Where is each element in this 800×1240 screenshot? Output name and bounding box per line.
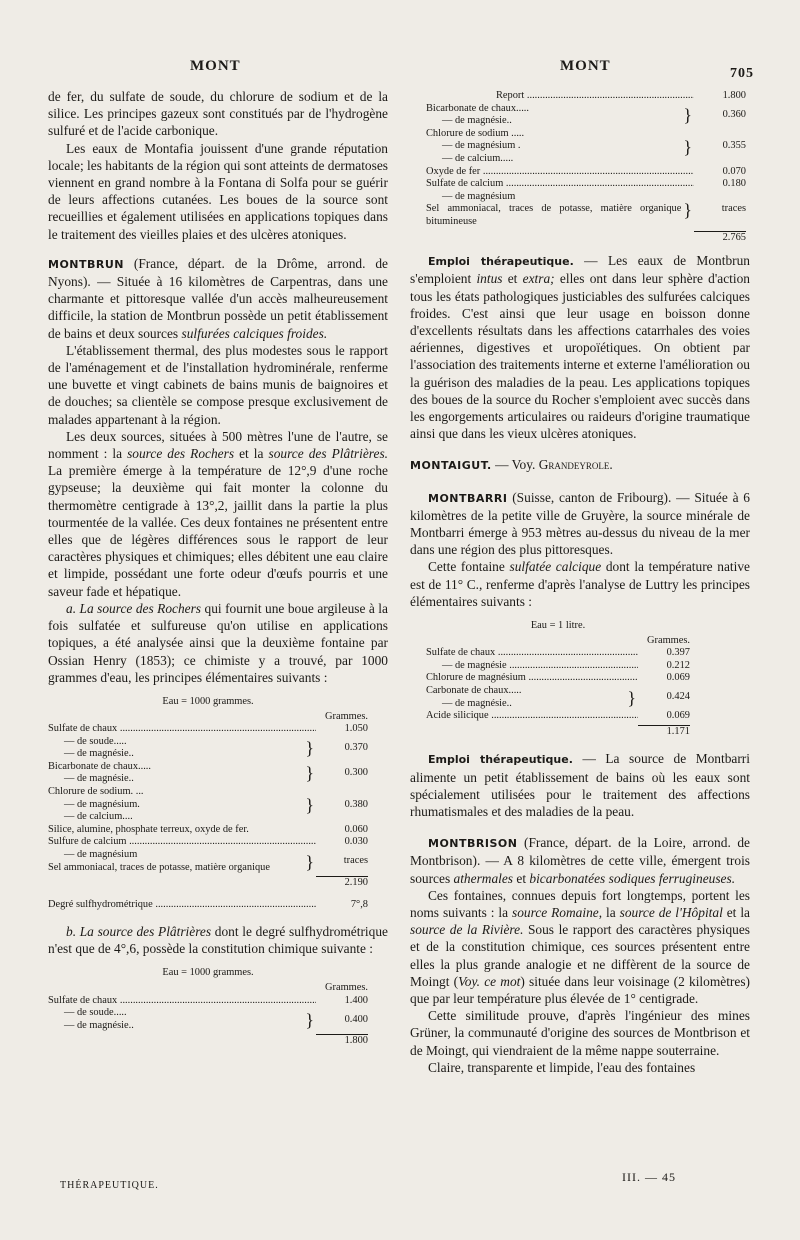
table-total: 2.190 [316,876,368,890]
paragraph: Les eaux de Montafia jouissent d'une grande réputation locale; les habitants de la région qui sont atteints de dermatoses viennent en grand nombre à la Fontana di Solfa pour se guérir de leurs affections cutanées. Les boues de la source sont recueillies et également utilisées en applications topiques dans le traitement des vieilles plaies et des ulcères atoniques. [48,140,388,242]
table-row: Chlorure de sodium ..... — de magnésium . — de calcium..... } 0.355 [426,127,746,164]
paragraph: L'établissement thermal, des plus modestes sous le rapport de l'aménagement et de l'installation hydrominérale, renferme une buvette et vingt cabinets de bains munis de baignoires et de douches; sa clientèle se compose presque exclusivement de malades appartenant à la région. [48,342,388,427]
analysis-table-montbarri: Eau = 1 litre. Grammes. Sulfate de chaux ..... 0.397 — de magnésie ..... 0.212 Chlorure de magnésium ..... 0.069 Carbonate de chaux..... — de magnésie.. } 0.424 Acide silicique ..... 0.069 1.171 [426,620,690,738]
table-row: — de soude..... — de magnésie.. } 0.370 [64,735,368,760]
entry-montbrun: MONTBRUN (France, départ. de la Drôme, arrond. de Nyons). — Située à 16 kilomètres de Carpentras, dans une charmante et pittoresque vallée d'un accès malheureusement difficile, la station de Montbrun possède un petit établissement de bains et deux sources sulfurées calciques froides. [48,255,388,341]
right-column [410,88,750,1076]
footer-label: THÉRAPEUTIQUE. [60,1180,159,1191]
table-row: Sulfate de calcium ..... 0.180 [426,178,746,191]
paragraph: Les deux sources, situées à 500 mètres l'une de l'autre, se nomment : la source des Rochers et la source des Plâtrières. La première émerge à la température de 12°,9 d'une roche gypseuse; la deuxième qui fait monter la colonne du thermomètre centigrade à 13°,2, jaillit dans la partie la plus tourmentée de la vallée. Ces deux fontaines ne présentent entre elles que de légères différences sous le rapport de leur caractères physiques et chimiques; elles débitent une eau claire et limpide, possédant une forte odeur d'œufs pourris et une saveur fade et hépatique. [48,428,389,599]
table-row: Report ..... 1.800 [426,90,746,103]
entry-montbrison: MONTBRISON (France, départ. de la Loire, arrond. de Montbrison). — A 8 kilomètres de cette ville, émergent trois sources athermales et bicarbonatées sodiques ferrugineuses. [410,835,750,886]
paragraph: Cette fontaine sulfatée calcique dont la température native est de 11° C., renferme d'après l'analyse de Luttry les principes élémentaires suivants : [410,559,750,609]
table-row: — de magnésie ..... 0.212 [426,660,690,673]
table-row: Chlorure de sodium. ... — de magnésium. — de calcium.... } 0.380 [48,786,368,823]
left-column [48,88,388,1054]
table-row: Silice, alumine, phosphate terreux, oxyde de fer. 0.060 [48,823,368,835]
table-row: Sulfate de chaux ..... 0.397 [426,647,690,660]
table-row: — de magnésium Sel ammoniacal, traces de potasse, matière organique bitumineuse } traces [426,190,746,227]
signature-mark: III. — 45 [622,1170,676,1184]
table-row: Acide silicique ..... 0.069 [426,710,690,723]
table-row: Sulfure de calcium ..... 0.030 [48,836,368,849]
table-row: Sulfate de chaux ..... 1.400 [48,995,368,1008]
paragraph: b. La source des Plâtrières dont le degré sulfhydrométrique n'est que de 4°,6, possède la constitution chimique suivante : [48,924,388,957]
table-row: — de magnésium Sel ammoniacal, traces de potasse, matière organique } traces [48,849,368,873]
analysis-table-platrieres: Eau = 1000 grammes. Grammes. Sulfate de chaux ..... 1.400 — de soude..... — de magnésie.. } 0.400 1.800 [48,967,368,1048]
paragraph: Claire, transparente et limpide, l'eau des fontaines [428,1059,696,1075]
entry-montbarri: MONTBARRI (Suisse, canton de Fribourg). — Située à 6 kilomètres de la petite ville de Gruyère, la source minérale de Montbarri émerge à 953 mètres au-dessus du niveau de la mer dans une région des plus pittoresques. [410,489,750,558]
page-number: 705 [730,66,754,81]
entry-montaigut: MONTAIGUT. — Voy. Grandeyrole. [410,457,613,473]
analysis-table-continued [426,90,746,244]
table-total: 1.171 [638,725,690,739]
analysis-table-rochers: Eau = 1000 grammes. Grammes. Sulfate de chaux ..... 1.050 — de soude..... — de magnésie.. } 0.370 Bicarbonate de chaux..... — de magnésie.. } 0.300 Chlorure de sodium. ... — de magnésium. — de calcium.... } 0.380 Silice, alumine, phosphate terreux, oxyde de fer. 0.060 Sulfure de calcium ..... 0.030 — de magnésium Sel ammoniacal, traces de potasse, matière organique } traces 2.190 [48,696,368,890]
table-total: 2.765 [694,231,746,245]
paragraph: Emploi thérapeutique. — La source de Montbarri alimente un petit établissement de bains où les eaux sont spécialement utilisées pour le traitement des affections rhumatismales et des maladies de la peau. [410,751,750,819]
running-head-right: MONT [560,58,611,74]
paragraph: Cette similitude prouve, d'après l'ingénieur des mines Grüner, la communauté d'origine des sources de Montbrison et de Moingt, qui viendraient de la même nappe souterraine. [410,1008,750,1058]
table-row: — de soude..... — de magnésie.. } 0.400 [64,1007,368,1031]
paragraph: a. La source des Rochers qui fournit une boue argileuse à la fois sulfatée et sulfureuse qu'on utilise en applications topiques, a été analysée ainsi que la deuxième fontaine par Ossian Henry (1853); ce chimiste y a trouvé, par 1000 grammes d'eau, les principes élémentaires suivants : [48,600,388,685]
table-row: Bicarbonate de chaux..... — de magnésie.. } 0.360 [426,102,746,127]
running-head-left: MONT [190,58,241,74]
entry-heading: MONTBRUN [48,257,124,271]
paragraph: de fer, du sulfate de soude, du chlorure de sodium et de la silice. Les principes gazeux sont constitués par de l'hydrogène sulfuré et de l'acide carbonique. [48,89,388,139]
table-row: Carbonate de chaux..... — de magnésie.. } 0.424 [426,684,690,709]
sulfhydrometric-degree: Degré sulfhydrométrique ..... 7°,8 [48,896,368,913]
paragraph: Ces fontaines, connues depuis fort longtemps, portent les noms suivants : la source Romaine, la source de l'Hôpital et la source de la Rivière. Sous le rapport des caractères physiques et de la constitution chimique, ces sources présentent entre elles la plus grande analogie et ne diffèrent de la source de Moingt (Voy. ce mot) située dans leur voisinage (2 kilomètres) que par leur température plus élevée de 1° centigrade. [410,887,751,1006]
table-row: Bicarbonate de chaux..... — de magnésie.. } 0.300 [48,760,368,785]
table-row: Chlorure de magnésium ..... 0.069 [426,672,690,685]
table-row: Oxyde de fer ..... 0.070 [426,166,746,179]
table-total: 1.800 [316,1034,368,1048]
table-row: Sulfate de chaux ..... 1.050 [48,723,368,736]
paragraph: Emploi thérapeutique. — Les eaux de Montbrun s'emploient intus et extra; elles ont dans leur sphère d'action tous les états pathologiques justiciables des sulfurées calciques froides. C'est ainsi que leur usage en boisson donne d'excellents résultats dans les affections catarrhales des voies aériennes, digestives et uropoïétiques. On obtient par l'association des traitements interne et externe l'amélioration ou la guérison des maladies de la peau. Les applications topiques des boues de la source du Rocher s'emploient avec succès dans les engorgements articulaires ou raideurs d'origine traumatique ainsi que dans les vieux ulcères atoniques. [410,253,750,442]
